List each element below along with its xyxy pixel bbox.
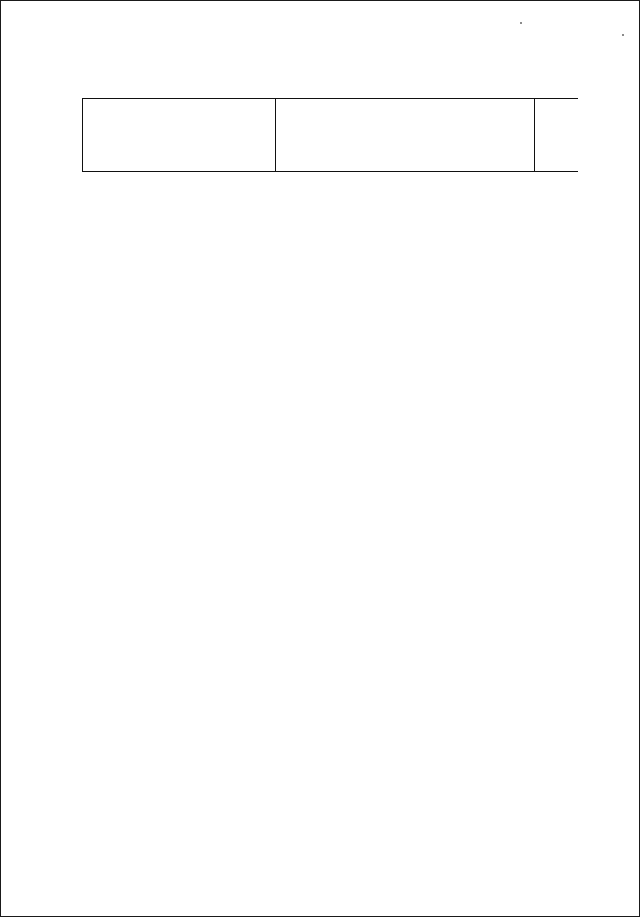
scan-speck — [520, 22, 522, 24]
header-level-line — [535, 101, 578, 121]
header-name — [276, 99, 534, 171]
header-code — [82, 99, 276, 171]
header-level — [534, 99, 578, 171]
scan-speck — [622, 34, 624, 36]
table-header — [82, 98, 578, 172]
